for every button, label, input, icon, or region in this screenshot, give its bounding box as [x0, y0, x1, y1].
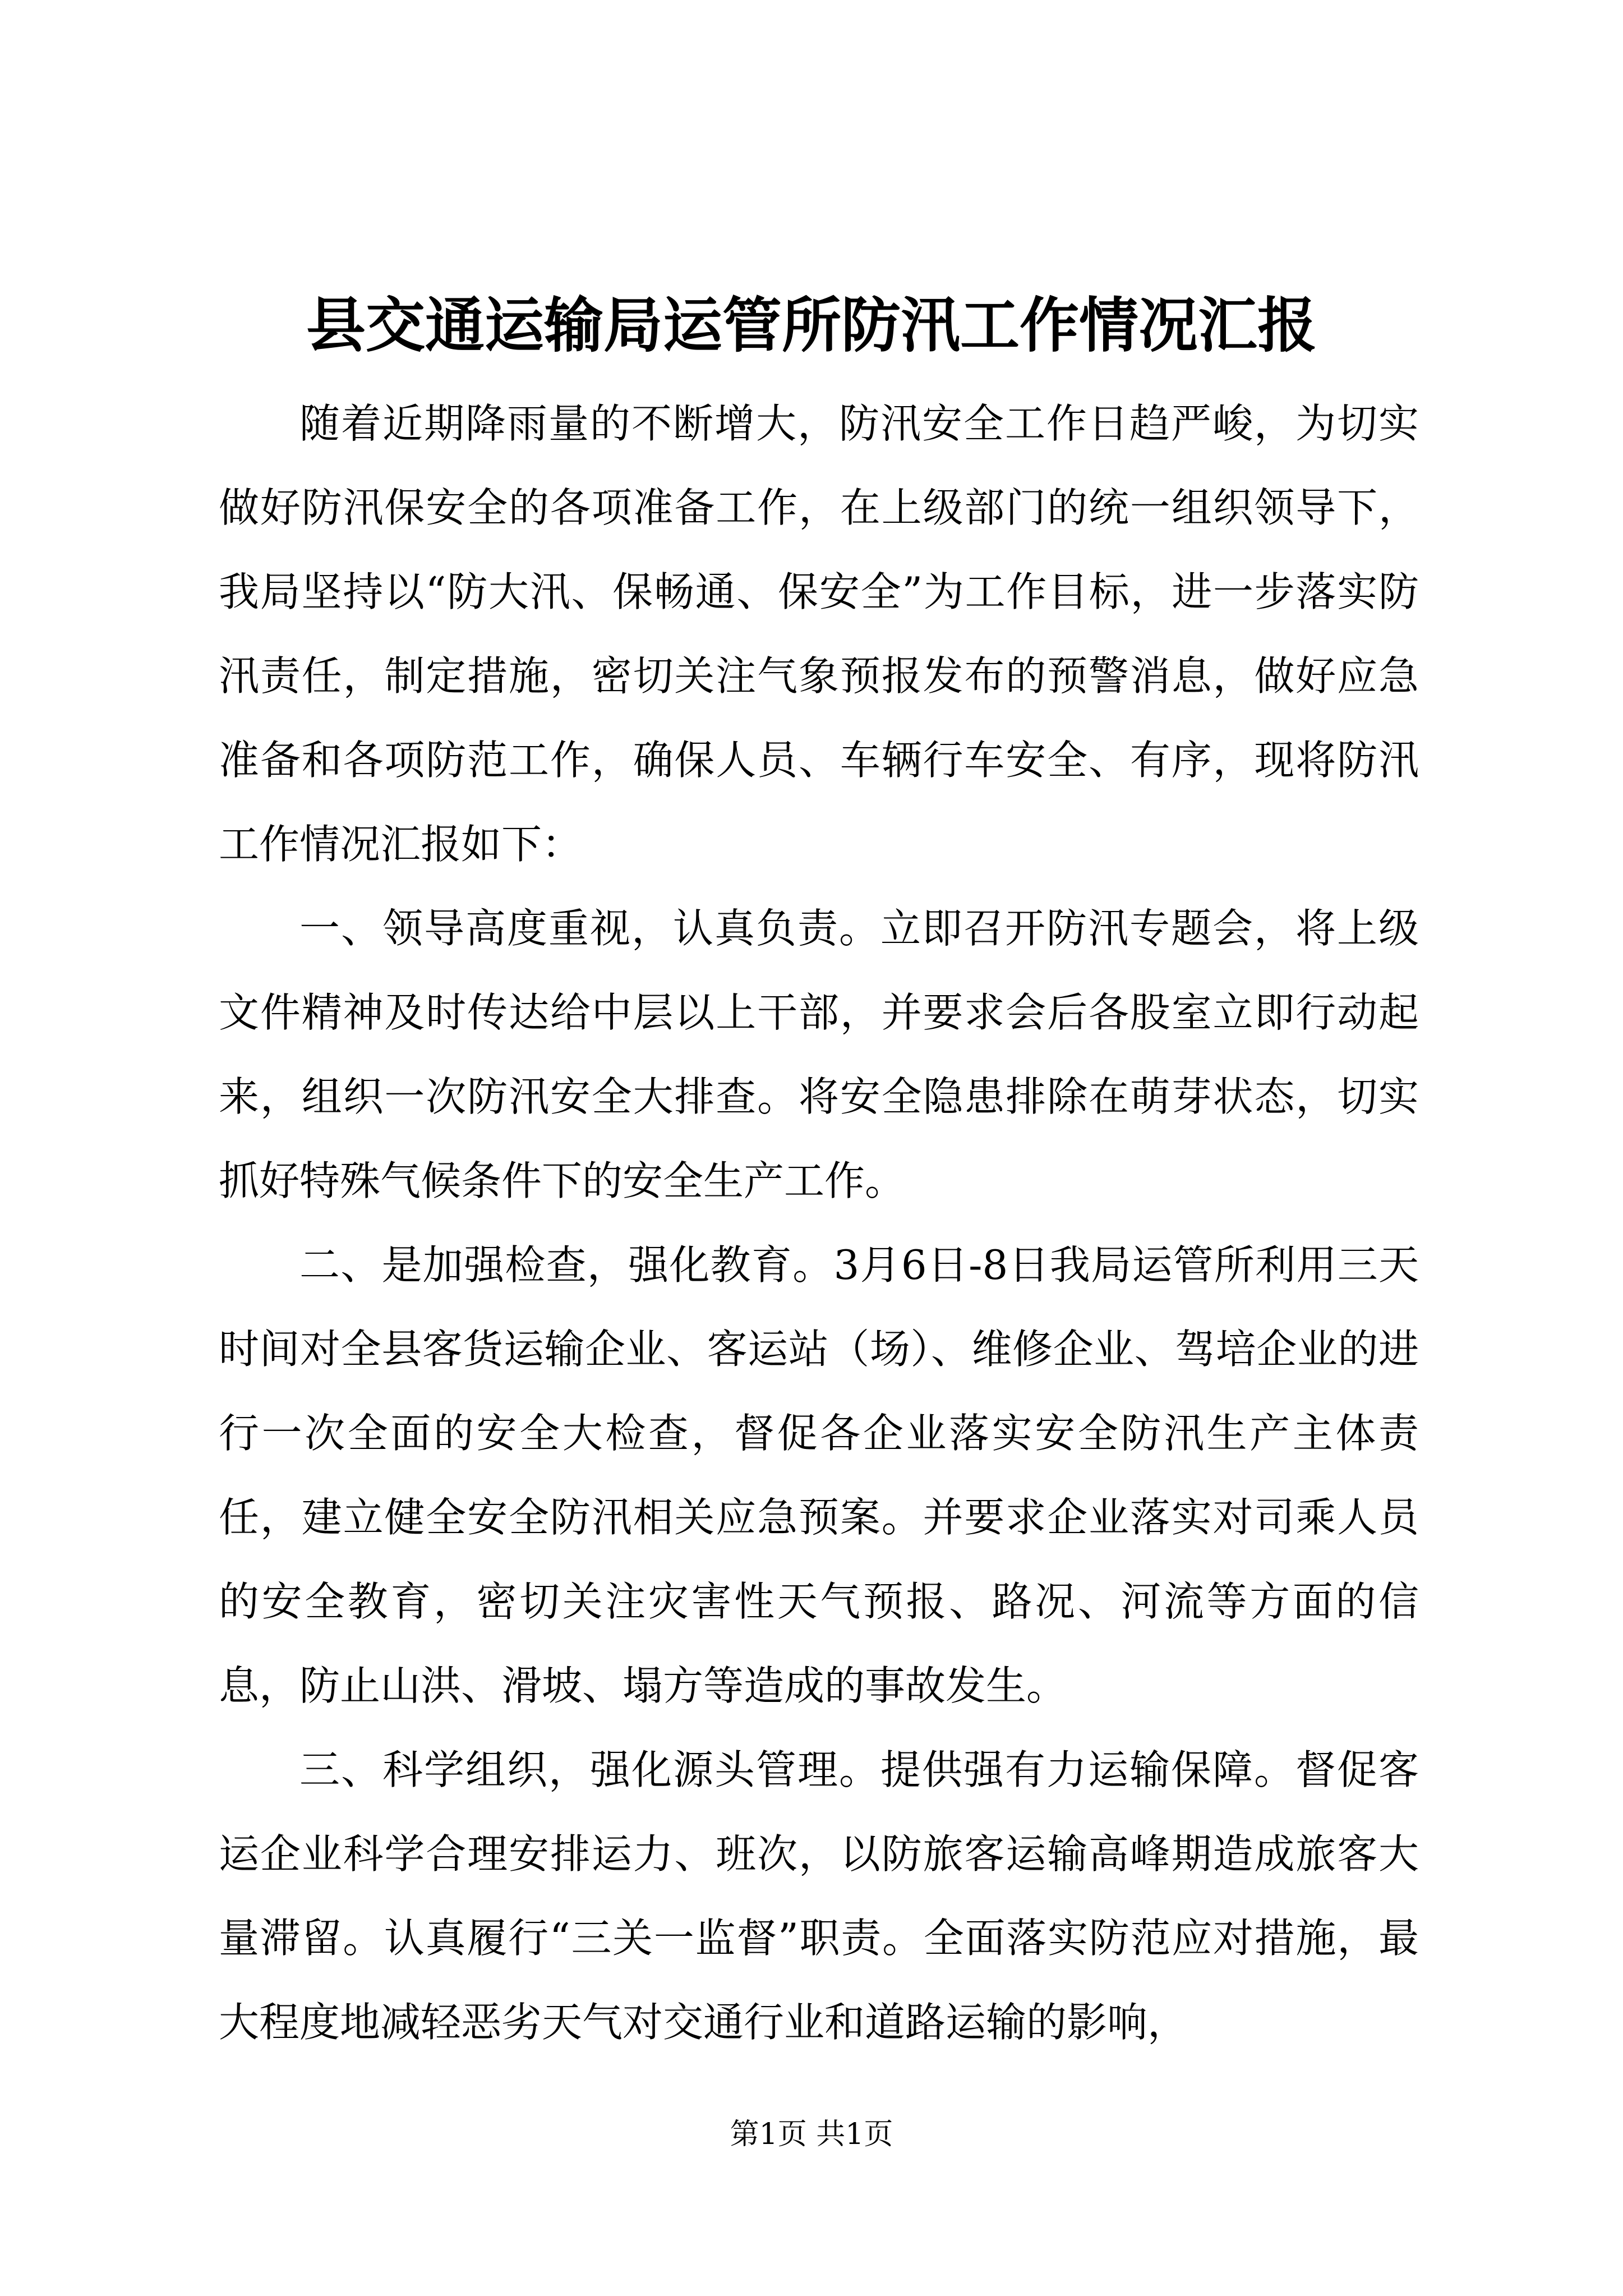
document-body [219, 381, 1419, 2064]
document-title: 县交通运输局运管所防汛工作情况汇报 [306, 290, 1317, 360]
page-footer: 第1页 共1页 [730, 2118, 893, 2151]
section-three-paragraph: 三、科学组织，强化源头管理。提供强有力运输保障。督促客运企业科学合理安排运力、班次，以防旅客运输高峰期造成旅客大量滞留。认真履行“三关一监督”职责。全面落实防范应对措施，最大程度地减轻恶劣天气对交通行业和道路运输的影响， [219, 1746, 1419, 2046]
section-two-paragraph: 二、是加强检查，强化教育。3月6日-8日我局运管所利用三天时间对全县客货运输企业、客运站（场）、维修企业、驾培企业的进行一次全面的安全大检查，督促各企业落实安全防汛生产主体责任，建立健全安全防汛相关应急预案。并要求企业落实对司乘人员的安全教育，密切关注灾害性天气预报、路况、河流等方面的信息，防止山洪、滑坡、塌方等造成的事故发生。 [219, 1241, 1419, 1709]
section-one-paragraph: 一、领导高度重视，认真负责。立即召开防汛专题会，将上级文件精神及时传达给中层以上干部，并要求会后各股室立即行动起来，组织一次防汛安全大排查。将安全隐患排除在萌芽状态，切实抓好特殊气候条件下的安全生产工作。 [219, 905, 1419, 1204]
intro-paragraph: 随着近期降雨量的不断增大，防汛安全工作日趋严峻，为切实做好防汛保安全的各项准备工作，在上级部门的统一组织领导下，我局坚持以“防大汛、保畅通、保安全”为工作目标，进一步落实防汛责任，制定措施，密切关注气象预报发布的预警消息，做好应急准备和各项防范工作，确保人员、车辆行车安全、有序，现将防汛工作情况汇报如下： [219, 400, 1419, 868]
